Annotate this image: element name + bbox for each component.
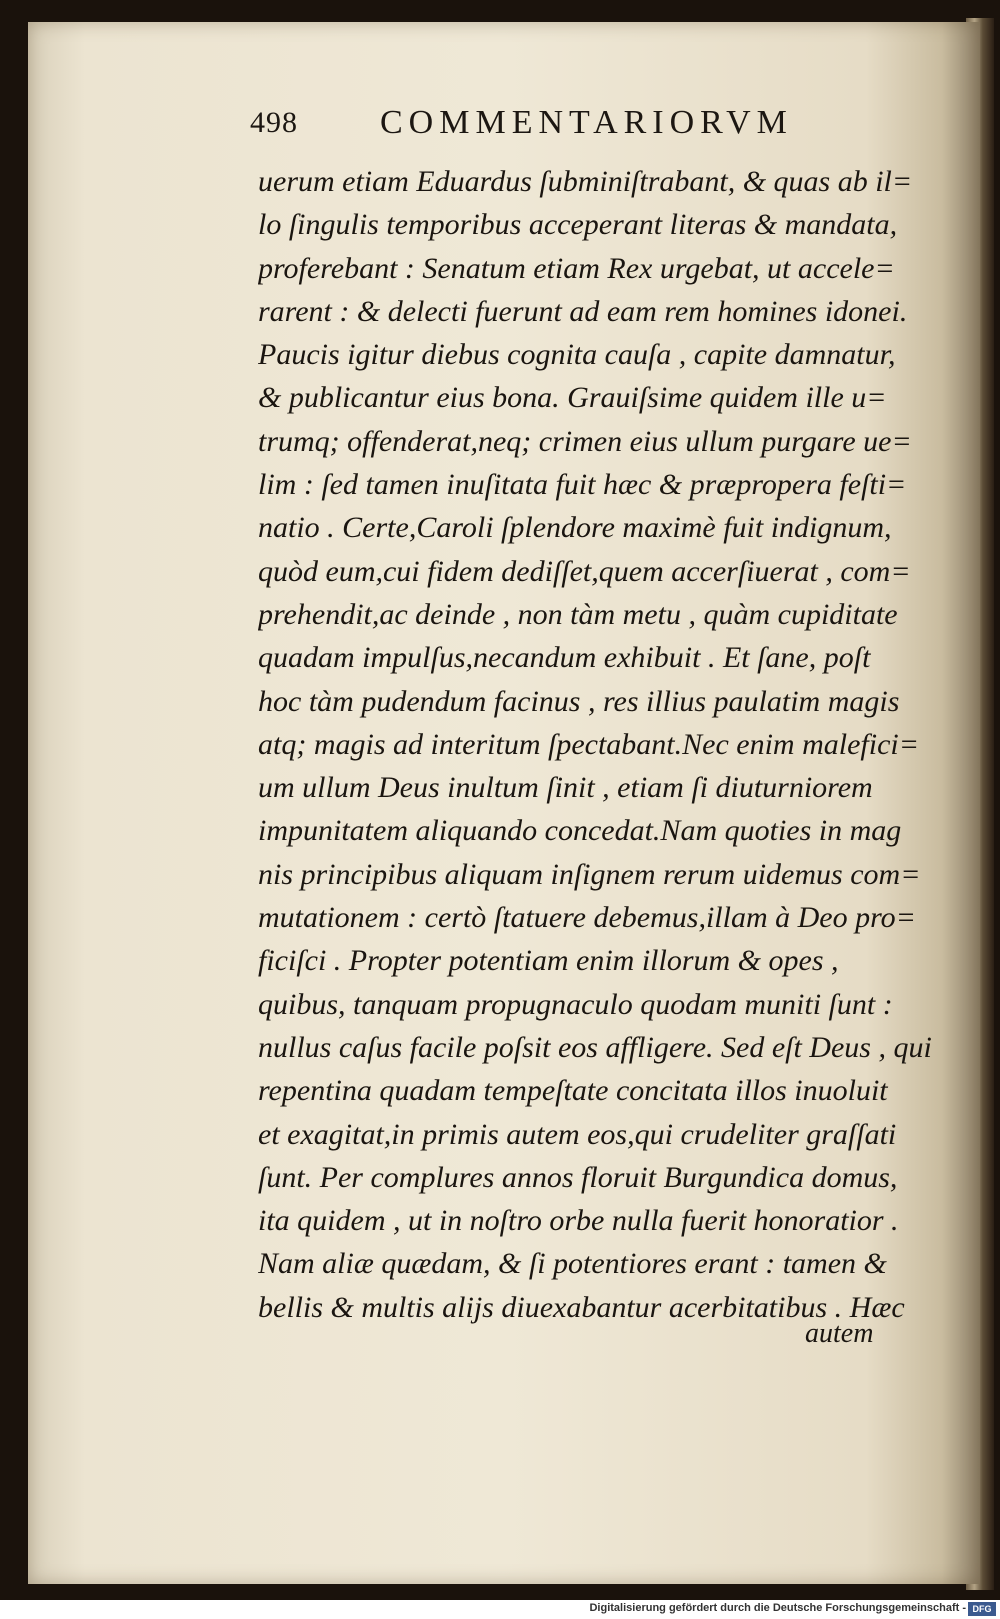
text-line: proferebant : Senatum etiam Rex urgebat, ut accele=	[258, 251, 895, 285]
text-line: hoc tàm pudendum facinus , res illius paulatim magis	[258, 684, 900, 718]
text-line: um ullum Deus inultum ſinit , etiam ſi diuturniorem	[258, 771, 873, 805]
text-line: natio . Certe,Caroli ſplendore maximè fuit indignum,	[258, 511, 892, 545]
text-line: bellis & multis alijs diuexabantur acerbitatibus . Hæc	[258, 1290, 905, 1324]
text-line: lim : ſed tamen inuſitata fuit hæc & præpropera feſti=	[258, 468, 907, 502]
text-line: quibus, tanquam propugnaculo quodam muniti ſunt :	[258, 987, 893, 1021]
text-line: quòd eum,cui fidem dediſſet,quem accerſiuerat , com=	[258, 554, 911, 588]
text-line: ita quidem , ut in noſtro orbe nulla fuerit honoratior .	[258, 1204, 899, 1238]
dfg-logo-icon: DFG	[968, 1602, 996, 1616]
text-line: & publicantur eius bona. Grauiſsime quidem ille u=	[258, 381, 887, 415]
text-line: lo ſingulis temporibus acceperant literas & mandata,	[258, 208, 898, 242]
catchword: autem	[805, 1318, 874, 1349]
text-line: Nam aliæ quædam, & ſi potentiores erant : tamen &	[258, 1247, 887, 1281]
text-line: nis principibus aliquam inſignem rerum uidemus com=	[258, 857, 921, 891]
text-line: ſunt. Per complures annos floruit Burgundica domus,	[258, 1160, 898, 1194]
text-line: et exagitat,in primis autem eos,qui crudeliter graſſati	[258, 1117, 897, 1151]
text-line: impunitatem aliquando concedat.Nam quoties in mag	[258, 814, 902, 848]
text-line: prehendit,ac deinde , non tàm metu , quàm cupiditate	[258, 597, 898, 631]
text-line: nullus caſus facile poſsit eos affligere. Sed eſt Deus , qui	[258, 1030, 932, 1064]
text-line: atq; magis ad interitum ſpectabant.Nec enim malefici=	[258, 727, 919, 761]
text-line: uerum etiam Eduardus ſubminiſtrabant, & quas ab il=	[258, 165, 913, 198]
running-head: COMMENTARIORVM	[380, 104, 793, 141]
page-header	[250, 100, 930, 148]
text-line: Paucis igitur diebus cognita cauſa , capite damnatur,	[258, 338, 896, 372]
digitization-credit: Digitalisierung gefördert durch die Deutsche Forschungsgemeinschaft -	[589, 1602, 966, 1614]
text-line: rarent : & delecti fuerunt ad eam rem homines idonei.	[258, 294, 908, 328]
body-text	[258, 160, 938, 1329]
text-line: mutationem : certò ſtatuere debemus,illam à Deo pro=	[258, 901, 916, 935]
text-line: quadam impulſus,necandum exhibuit . Et ſane, poſt	[258, 641, 871, 675]
text-line: repentina quadam tempeſtate concitata illos inuoluit	[258, 1074, 888, 1108]
text-line: trumq; offenderat,neq; crimen eius ullum purgare ue=	[258, 424, 912, 458]
page-number: 498	[250, 106, 298, 139]
text-line: ficiſci . Propter potentiam enim illorum & opes ,	[258, 944, 839, 978]
